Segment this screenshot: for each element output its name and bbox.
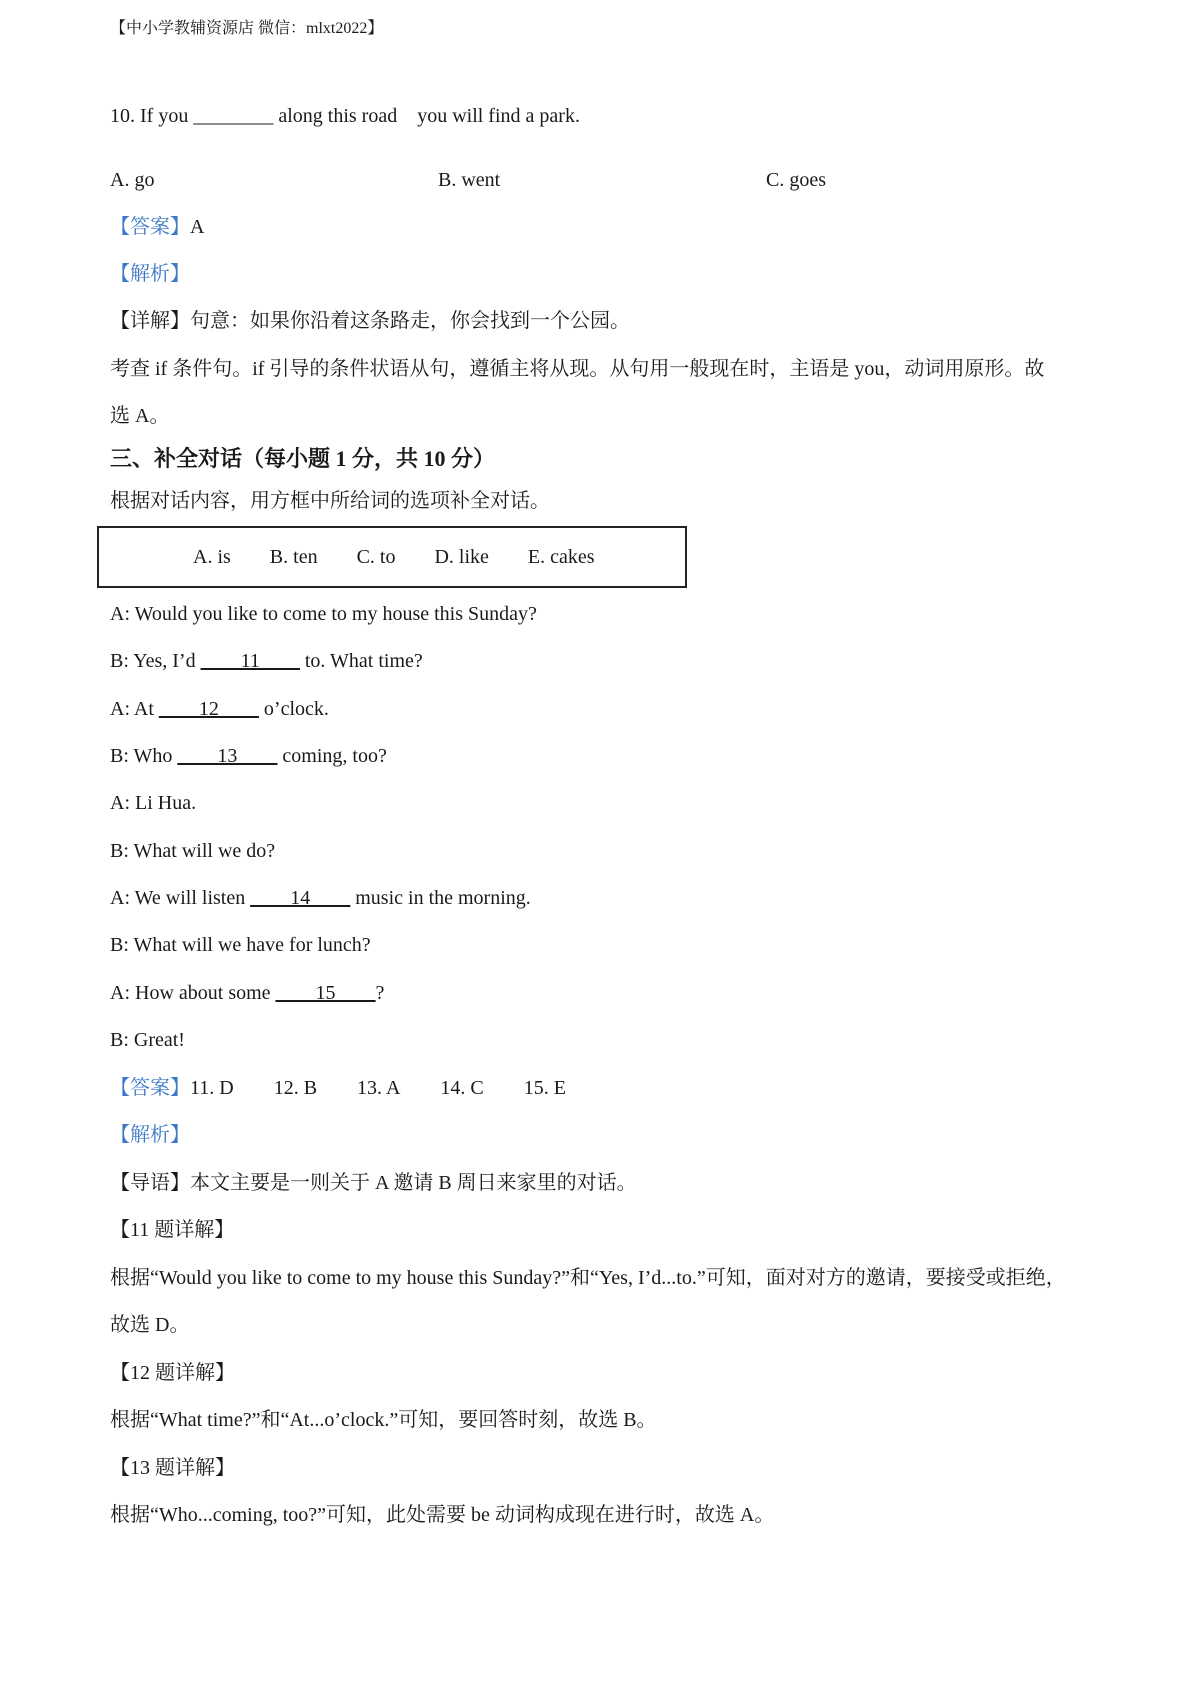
word-option-e: E. cakes <box>527 546 595 568</box>
dialogue-line-9 <box>110 980 384 1006</box>
dialogue-text: A: How about some <box>110 982 276 1004</box>
blank-15: ____15____ <box>275 982 376 1004</box>
detail-11-line-1: 根据“Would you like to come to my house this Sunday?”和“Yes, I’d...to.”可知，面对对方的邀请，要接受或拒绝， <box>110 1267 1066 1289</box>
dialogue-text: B: What will we have for lunch? <box>110 934 371 956</box>
answer-tag: 【答案】 <box>110 216 190 238</box>
dialogue-text: B: Who <box>110 745 178 767</box>
dialogue-text: B: Great! <box>110 1029 185 1051</box>
dialogue-line-10 <box>110 1027 185 1053</box>
q10-answer <box>110 214 204 240</box>
answer-13: 13. A <box>357 1077 401 1099</box>
detail-13-title: 【13 题详解】 <box>110 1457 235 1479</box>
dialogue-line-3 <box>110 696 329 722</box>
word-box <box>97 526 687 588</box>
dialogue-line-2 <box>110 648 423 674</box>
blank-13: ____13____ <box>177 745 278 767</box>
word-option-a: A. is <box>193 546 231 568</box>
dialogue-line-6 <box>110 838 275 864</box>
detail-12-title: 【12 题详解】 <box>110 1362 235 1384</box>
word-option-d: D. like <box>434 546 489 568</box>
answer-12: 12. B <box>273 1077 318 1099</box>
blank-12: ____12____ <box>158 698 259 720</box>
answer-tag: 【答案】 <box>110 1077 190 1099</box>
dialogue-line-1 <box>110 601 537 627</box>
answer-value: A <box>190 216 205 238</box>
q10-detail-1: 【详解】句意：如果你沿着这条路走，你会找到一个公园。 <box>110 310 630 332</box>
q10-stem-after: along this road you will find a park. <box>273 105 580 127</box>
q10-detail-2: 考查 if 条件句。if 引导的条件状语从句，遵循主将从现。从句用一般现在时，主语是 you，动词用原形。故 <box>110 358 1045 380</box>
detail-13-line-1: 根据“Who...coming, too?”可知，此处需要 be 动词构成现在进行时，故选 A。 <box>110 1504 775 1526</box>
q10-stem-before: 10. If you <box>110 105 194 127</box>
blank-14: ____14____ <box>250 887 351 909</box>
q10-analysis-tag: 【解析】 <box>110 263 190 285</box>
q10-detail-3: 选 A。 <box>110 405 170 427</box>
analysis-intro: 【导语】本文主要是一则关于 A 邀请 B 周日来家里的对话。 <box>110 1172 637 1194</box>
dialogue-text: B: What will we do? <box>110 840 276 862</box>
answer-14: 14. C <box>440 1077 484 1099</box>
word-option-c: C. to <box>356 546 396 568</box>
dialogue-line-8 <box>110 932 371 958</box>
dialogue-text: ? <box>375 982 385 1004</box>
q10-option-c: C. goes <box>766 169 826 191</box>
section-instruction: 根据对话内容，用方框中所给词的选项补全对话。 <box>110 490 550 512</box>
answers-row <box>110 1075 606 1101</box>
analysis-tag: 【解析】 <box>110 1124 190 1146</box>
answer-11: 11. D <box>190 1077 234 1099</box>
dialogue-text: A: Li Hua. <box>110 792 197 814</box>
q10-blank: ________ <box>193 105 274 127</box>
blank-11: ____11____ <box>200 650 300 672</box>
q10-option-b: B. went <box>438 169 501 191</box>
detail-11-line-2: 故选 D。 <box>110 1314 190 1336</box>
detail-12-line-1: 根据“What time?”和“At...o’clock.”可知，要回答时刻，故选 B。 <box>110 1409 657 1431</box>
dialogue-text: o’clock. <box>258 698 329 720</box>
answer-15: 15. E <box>523 1077 566 1099</box>
dialogue-text: A: At <box>110 698 159 720</box>
q10-option-a: A. go <box>110 169 155 191</box>
section-title: 三、补全对话（每小题 1 分，共 10 分） <box>110 446 496 471</box>
source-header: 【中小学教辅资源店 微信：mlxt2022】 <box>110 20 384 37</box>
dialogue-text: music in the morning. <box>350 887 531 909</box>
dialogue-text: to. What time? <box>299 650 423 672</box>
question-10-stem <box>110 103 580 129</box>
dialogue-line-7 <box>110 885 531 911</box>
dialogue-text: A: Would you like to come to my house this Sunday? <box>110 603 537 625</box>
dialogue-line-5 <box>110 790 196 816</box>
word-option-b: B. ten <box>269 546 318 568</box>
detail-11-title: 【11 题详解】 <box>110 1219 235 1241</box>
dialogue-text: A: We will listen <box>110 887 251 909</box>
dialogue-line-4 <box>110 743 387 769</box>
dialogue-text: coming, too? <box>277 745 387 767</box>
dialogue-text: B: Yes, I’d <box>110 650 201 672</box>
